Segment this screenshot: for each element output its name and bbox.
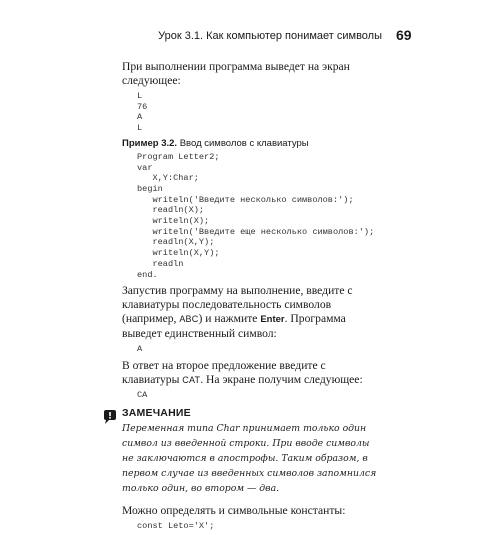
output-line: A (137, 112, 143, 123)
constants-paragraph: Можно определять и символьные константы: (122, 503, 346, 517)
code-line: var (137, 162, 153, 173)
page-content (122, 60, 384, 535)
output-line: A (137, 344, 143, 355)
code-line: writeln('Введите несколько символов:'); (137, 194, 354, 205)
output-line: L (137, 91, 143, 101)
code-line: writeln('Введите еще несколько символов:'); (137, 226, 375, 237)
program-output-3 (122, 390, 384, 401)
second-input-paragraph (122, 359, 384, 387)
program-output-2 (122, 344, 384, 355)
program-output-1 (122, 91, 384, 134)
code-line: X,Y:Char; (137, 173, 199, 184)
code-line: readln (137, 258, 184, 269)
code-line: end. (137, 269, 158, 280)
note-icon (102, 409, 118, 425)
code-line: Program Letter2; (137, 151, 220, 162)
run-text: . Программа выведет единственный символ: (122, 312, 346, 341)
note-text: Переменная типа Char принимает только один символ из введенной строки. При вводе символы не заключаются в апострофы. Таким образом, в первом случае из введенных символов запомнился только один, во втором — два. (122, 422, 377, 494)
output-line: CA (137, 389, 148, 400)
output-line: L (137, 123, 143, 134)
output-line: 76 (137, 101, 148, 112)
code-line: writeln(X,Y); (137, 248, 220, 259)
code-line: writeln(X); (137, 216, 210, 227)
code-line: readln(X); (137, 205, 205, 216)
run-paragraph (122, 284, 384, 341)
code-line: const Leto='X'; (137, 520, 215, 531)
note-box (122, 407, 384, 496)
code-listing (122, 152, 384, 280)
example-label: Пример 3.2. (122, 137, 178, 149)
example-heading (122, 138, 384, 149)
run-text: Запустив программу на выполнение, введите с клавиатуры последовательность символов (например, (122, 284, 353, 326)
inline-input-cat: CAT (182, 374, 201, 385)
code-listing-2 (122, 521, 384, 532)
note-title: ЗАМЕЧАНИЕ (122, 406, 191, 419)
example-title: Ввод символов с клавиатуры (179, 137, 309, 149)
inline-input-abc: ABC (179, 314, 199, 325)
code-line: begin (137, 183, 163, 194)
inline-key-enter: Enter (260, 314, 285, 326)
running-header: Урок 3.1. Как компьютер понимает символы (158, 30, 382, 42)
second-input-text: В ответ на второе предложение введите с клавиатуры (122, 358, 326, 386)
second-input-text: . На экране получим следующее: (200, 372, 363, 386)
intro-paragraph: При выполнении программа выведет на экран следующее: (122, 60, 350, 87)
page-number: 69 (396, 27, 412, 43)
run-text: ) и нажмите (198, 312, 261, 326)
code-line: readln(X,Y); (137, 237, 215, 248)
